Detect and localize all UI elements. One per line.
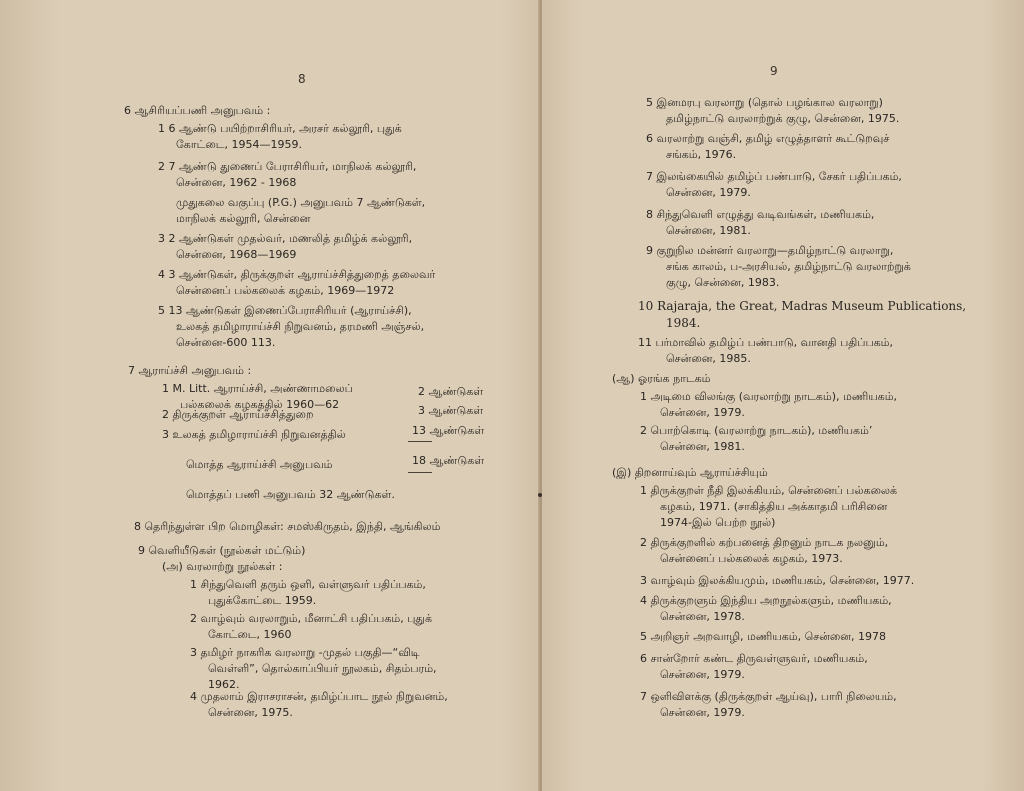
left-text-line: சென்னை-600 113. [176, 336, 276, 349]
left-text-line: 6 ஆசிரியப்பணி அனுபவம் : [124, 104, 271, 117]
left-text-line: கோட்டை, 1954—1959. [176, 138, 302, 151]
left-text-line: 9 வெளியீடுகள் (நூல்கள் மட்டும்) [138, 544, 306, 557]
left-text-line: பல்கலைக் கழகத்தில் 1960—62 [180, 398, 340, 411]
left-text-line: 2 7 ஆண்டு துணைப் பேராசிரியர், மாநிலக் கல்லூரி, [158, 160, 417, 173]
subtotal-rule [408, 441, 432, 442]
left-text-line: 1962. [208, 678, 240, 691]
right-text-line: சென்னைப் பல்கலைக் கழகம், 1973. [660, 552, 843, 565]
left-text-line: 3 தமிழர் நாகரிக வரலாறு -முதல் பகுதி—“விடி [190, 646, 420, 659]
page-number-left: 8 [298, 72, 306, 86]
right-text-line: சென்னை, 1981. [660, 440, 745, 453]
right-text-line: கழகம், 1971. (சாகித்திய அக்காதமி பரிசினை [660, 500, 888, 513]
left-text-line: முதுகலை வகுப்பு (P.G.) அனுபவம் 7 ஆண்டுகள், [176, 196, 426, 209]
left-text-line: 18 ஆண்டுகள் [412, 454, 485, 467]
left-text-line: சென்னை, 1975. [208, 706, 293, 719]
right-text-line: (ஆ) ஓரங்க நாடகம் [612, 372, 711, 385]
left-text-line: சென்னை, 1968—1969 [176, 248, 297, 261]
left-text-line: 5 13 ஆண்டுகள் இணைப்பேராசிரியர் (ஆராய்ச்சி), [158, 304, 412, 317]
right-text-line: 10 Rajaraja, the Great, Madras Museum Publications, [638, 299, 967, 313]
left-text-line: 2 வாழ்வும் வரலாறும், மீனாட்சி பதிப்பகம், புதுக் [190, 612, 432, 625]
left-text-line: 1 சிந்துவெளி தரும் ஒளி, வள்ளுவர் பதிப்பகம், [190, 578, 426, 591]
left-text-line: மொத்தப் பணி அனுபவம் 32 ஆண்டுகள். [186, 488, 395, 501]
right-text-line: 1 அடிமை விலங்கு (வரலாற்று நாடகம்), மணியகம், [640, 390, 898, 403]
right-text-line: 7 ஒளிவிளக்கு (திருக்குறள் ஆய்வு), பாரி நிலையம், [640, 690, 897, 703]
left-text-line: வெள்ளி”, தொல்காப்பியர் நூலகம், சிதம்பரம், [208, 662, 437, 675]
right-text-line: 6 சான்றோர் கண்ட திருவள்ளுவர், மணியகம், [640, 652, 868, 665]
left-text-line: கோட்டை, 1960 [208, 628, 292, 641]
left-text-line: 3 ஆண்டுகள் [418, 404, 484, 417]
left-text-line: 3 உலகத் தமிழாராய்ச்சி நிறுவனத்தில் [162, 428, 346, 441]
left-text-line: புதுக்கோட்டை 1959. [208, 594, 317, 607]
right-text-line: 7 இலங்கையில் தமிழ்ப் பண்பாடு, சேகர் பதிப்பகம், [646, 170, 902, 183]
right-text-line: 5 அறிஞர் அறவாழி, மணியகம், சென்னை, 1978 [640, 630, 886, 643]
right-text-line: 4 திருக்குறளும் இந்திய அறநூல்களும், மணியகம், [640, 594, 892, 607]
right-text-line: 9 குறுநில மன்னர் வரலாறு—தமிழ்நாட்டு வரலாறு, [646, 244, 894, 257]
right-text-line: சென்னை, 1981. [666, 224, 751, 237]
left-text-line: 8 தெரிந்துள்ள பிற மொழிகள்: சமஸ்கிருதம், இந்தி, ஆங்கிலம் [134, 520, 441, 533]
right-text-line: சென்னை, 1978. [660, 610, 745, 623]
right-text-line: சென்னை, 1979. [660, 406, 745, 419]
left-text-line: 7 ஆராய்ச்சி அனுபவம் : [128, 364, 252, 377]
right-text-line: 11 பர்மாவில் தமிழ்ப் பண்பாடு, வானதி பதிப்பகம், [638, 336, 894, 349]
left-text-line: 3 2 ஆண்டுகள் முதல்வர், மணலித் தமிழ்க் கல்லூரி, [158, 232, 413, 245]
page-number-right: 9 [770, 64, 778, 78]
left-text-line: சென்னைப் பல்கலைக் கழகம், 1969—1972 [176, 284, 395, 297]
left-text-line: 2 ஆண்டுகள் [418, 385, 484, 398]
right-text-line: சங்க காலம், ப-அரசியல், தமிழ்நாட்டு வரலாற்றுக் [666, 260, 911, 273]
right-text-line: சங்கம், 1976. [666, 148, 737, 161]
right-text-line: 1984. [666, 316, 701, 330]
left-text-line: 1 M. Litt. ஆராய்ச்சி, அண்ணாமலைப் [162, 382, 353, 395]
right-text-line: 3 வாழ்வும் இலக்கியமும், மணியகம், சென்னை, 1977. [640, 574, 915, 587]
left-text-line: 4 3 ஆண்டுகள், திருக்குறள் ஆராய்ச்சித்துறைத் தலைவர் [158, 268, 436, 281]
left-text-line: 1 6 ஆண்டு பயிற்றாசிரியர், அரசர் கல்லூரி, புதுக் [158, 122, 402, 135]
right-text-line: 2 திருக்குறளில் கற்பனைத் திறனும் நாடக நலனும், [640, 536, 889, 549]
right-text-line: 1974-இல் பெற்ற நூல்) [660, 516, 776, 529]
right-text-line: தமிழ்நாட்டு வரலாற்றுக் குழு, சென்னை, 1975. [666, 112, 900, 125]
left-text-line: உலகத் தமிழாராய்ச்சி நிறுவனம், தரமணி அஞ்சல், [176, 320, 425, 333]
right-text-line: 1 திருக்குறள் நீதி இலக்கியம், சென்னைப் பல்கலைக் [640, 484, 898, 497]
left-text-line: 2 திருக்குறள் ஆராய்ச்சித்துறை [162, 408, 314, 421]
right-text-line: 2 பொற்கொடி (வரலாற்று நாடகம்), மணியகம்’ [640, 424, 873, 437]
right-text-line: சென்னை, 1979. [660, 668, 745, 681]
total-rule [408, 472, 432, 473]
right-text-line: சென்னை, 1979. [666, 186, 751, 199]
left-text-line: மாநிலக் கல்லூரி, சென்னை [176, 212, 311, 225]
left-text-line: சென்னை, 1962 - 1968 [176, 176, 297, 189]
left-text-line: (அ) வரலாற்று நூல்கள் : [162, 560, 283, 573]
right-text-line: குழு, சென்னை, 1983. [666, 276, 780, 289]
right-text-line: (இ) திறனாய்வும் ஆராய்ச்சியும் [612, 466, 768, 479]
right-page [542, 0, 1024, 791]
right-text-line: சென்னை, 1985. [666, 352, 751, 365]
right-text-line: சென்னை, 1979. [660, 706, 745, 719]
left-text-line: மொத்த ஆராய்ச்சி அனுபவம் [186, 458, 333, 471]
right-text-line: 5 இனமரபு வரலாறு (தொல் பழங்கால வரலாறு) [646, 96, 883, 109]
right-text-line: 6 வரலாற்று வஞ்சி, தமிழ் எழுத்தாளர் கூட்டுறவுச் [646, 132, 890, 145]
left-text-line: 4 முதலாம் இராசராசன், தமிழ்ப்பாட நூல் நிறுவனம், [190, 690, 448, 703]
left-text-line: 13 ஆண்டுகள் [412, 424, 485, 437]
right-text-line: 8 சிந்துவெளி எழுத்து வடிவங்கள், மணியகம், [646, 208, 875, 221]
